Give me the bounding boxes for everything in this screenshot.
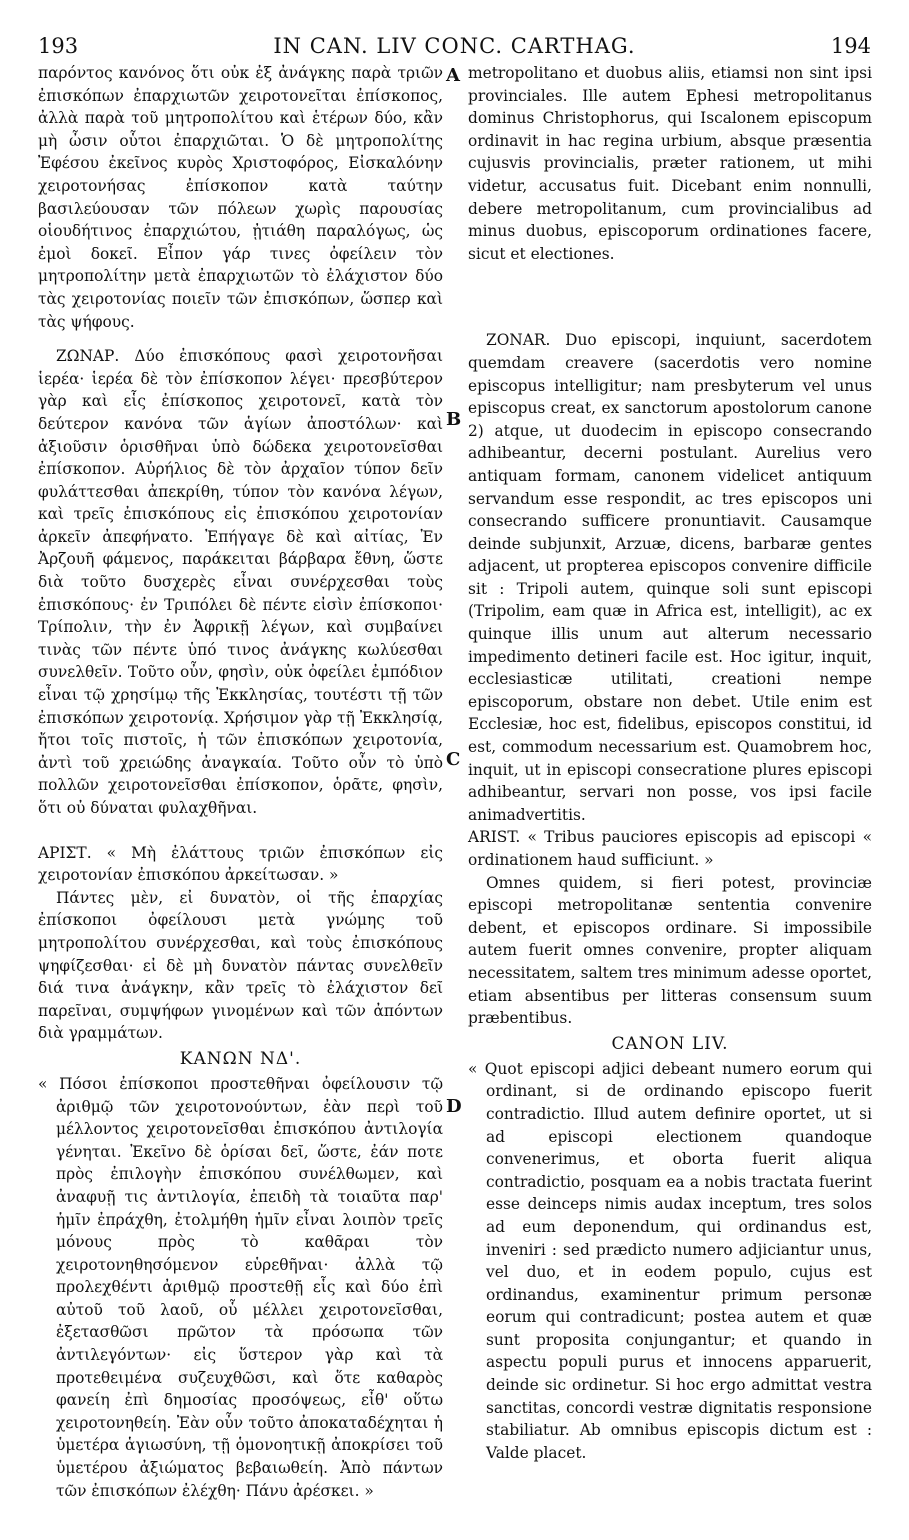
latin-aristenus-rule-text: « Tribus pauciores episcopis ad episcopi « ordinationem haud sufficiunt. » <box>468 828 872 869</box>
greek-zonaras-label: ΖΩΝΑΡ. <box>56 347 120 366</box>
greek-column <box>38 62 443 1502</box>
right-page-number: 194 <box>830 34 871 58</box>
latin-aristenus-rule <box>468 826 872 871</box>
margin-letter-c: C <box>446 749 461 770</box>
greek-zonaras-text: Δύο ἐπισκόπους φασὶ χειροτονῆσαι ἱερέα· ἱερέα δὲ τὸν ἐπίσκοπον λέγει· πρεσβύτερον γὰρ καὶ εἷς ἐπίσκοπος χειροτονεῖ, κατὰ τὸν δεύτερον κανόνα τῶν ἁγίων ἀποστόλων· καὶ ἀξιοῦσιν ὁρισθῆναι ὑπὸ δώδεκα χειροτονεῖσθαι ἐπίσκοπον. Αὐρήλιος δὲ τὸν ἀρχαῖον τύπον δεῖν φυλάττεσθαι ἀπεκρίθη, τύπον τὸν κανόνα λέγων, καὶ τρεῖς ἐπισκόπους εἰς ἐπισκόπου χειροτονίαν ἀρκεῖν ἀπεφήνατο. Ἐπήγαγε δὲ καὶ αἰτίας, Ἐν Ἀρζουῆ φάμενος, παράκειται βάρβαρα ἔθνη, ὥστε διὰ τοῦτο δυσχερὲς εἶναι συνέρχεσθαι τοὺς ἐπισκόπους· ἐν Τριπόλει δὲ πέντε εἰσὶν ἐπίσκοποι· Τρίπολιν, τὴν ἐν Ἀφρικῇ λέγων, καὶ συμβαίνει τινὰς τῶν πέντε ὑπό τινος ἀνάγκης κωλύεσθαι συνελθεῖν. Τοῦτο οὖν, φησὶν, οὐκ ὀφείλει ἐμπόδιον εἶναι τῷ χρησίμῳ τῆς Ἐκκλησίας, τουτέστι τῇ τῶν ἐπισκόπων χειροτονίᾳ. Χρήσιμον γὰρ τῇ Ἐκκλησίᾳ, ἤτοι τοῖς πιστοῖς, ἡ τῶν ἐπισκόπων χειροτονία, ἀντὶ τοῦ χρειώδης ἀναγκαία. Τοῦτο οὖν τὸ ὑπὸ πολλῶν χειροτονεῖσθαι ἐπίσκοπον, ὁρᾶτε, φησὶν, ὅτι οὐ δύναται φυλαχθῆναι. <box>38 347 443 817</box>
margin-letter-b: B <box>446 409 462 430</box>
greek-aristenus-commentary: Πάντες μὲν, εἰ δυνατὸν, οἱ τῆς ἐπαρχίας ἐπίσκοποι ὀφείλουσι μετὰ γνώμης τοῦ μητροπολίτου συνέρχεσθαι, καὶ τοὺς ἐπισκόπους ψηφίζεσθαι· εἰ δὲ μὴ δυνατὸν πάντας συνελθεῖν διά τινα ἀνάγκην, κἂν τρεῖς τὸ ἐλάχιστον δεῖ παρεῖναι, συμψήφων γινομένων καὶ τῶν ἀπόντων διὰ γραμμάτων. <box>38 888 443 1043</box>
latin-zonaras-paragraph <box>468 329 872 826</box>
latin-column <box>468 62 872 1464</box>
greek-canon-text: « Πόσοι ἐπίσκοποι προστεθῆναι ὀφείλουσιν τῷ ἀριθμῷ τῶν χειροτονούντων, ἐὰν περὶ τοῦ μέλλοντος χειροτονεῖσθαι ἐπισκόπου ἀντιλογία γένηται. Ἐκεῖνο δὲ ὁρίσαι δεῖ, ὥστε, ἐάν ποτε πρὸς ἐπιλογὴν ἐπισκόπου συνέλθωμεν, καὶ ἀναφυῇ τις ἀντιλογία, ἐπειδὴ τὰ τοιαῦτα παρ' ἡμῖν ἐπράχθη, ἐτολμήθη ἡμῖν εἶναι λοιπὸν τρεῖς μόνους πρὸς τὸ καθᾶραι τὸν χειροτονηθησόμενον εὑρεθῆναι· ἀλλὰ τῷ προλεχθέντι ἀριθμῷ προστεθῇ εἷς καὶ δύο ἐπὶ αὐτοῦ τοῦ λαοῦ, οὗ μέλλει χειροτονεῖσθαι, ἐξετασθῶσι πρῶτον τὰ πρόσωπα τῶν ἀντιλεγόντων· εἰς ὕστερον γὰρ καὶ τὰ προτεθειμένα συζευχθῶσι, καὶ ὅτε καθαρὸς φανείη ἐπὶ δημοσίας προσόψεως, εἶθ' οὕτω χειροτονηθείη. Ἐὰν οὖν τοῦτο ἀποκαταδέχηται ἡ ὑμετέρα ἁγιωσύνη, τῇ ὁμονοητικῇ ἀποκρίσει τοῦ ὑμετέρου ἀξιώματος βεβαιωθείη. Ἀπὸ πάντων τῶν ἐπισκόπων ἐλέχθη· Πάνυ ἀρέσκει. » <box>38 1074 443 1500</box>
greek-canon-title: ΚΑΝΩΝ ΝΔ'. <box>179 1048 302 1069</box>
margin-letter-d: D <box>446 1096 462 1117</box>
greek-aristenus-rule <box>38 842 443 887</box>
greek-aristenus-rule-text: « Μὴ ἐλάττους τριῶν ἐπισκόπων εἰς χειροτονίαν ἐπισκόπου ἀρκείτωσαν. » <box>38 843 443 885</box>
margin-letter-a: A <box>446 65 460 86</box>
latin-zonaras-label: ZONAR. <box>486 331 551 350</box>
latin-zonaras-text: Duo episcopi, inquiunt, sacerdotem quemdam creavere (sacerdotis vero nomine episcopus intelligitur; nam presbyterum vel unus episcopus creat, ex sanctorum apostolorum canone 2) atque, ut duodecim in episcopo consecrando adhibeantur, decerni postulant. Aurelius vero antiquam formam, canonem videlicet antiquum servandum esse respondit, ac tres episcopos uni consecrando sufficere pronuntiavit. Causamque deinde subjunxit, Arzuæ, dicens, barbaræ gentes adjacent, ut propterea episcopos convenire difficile sit : Tripoli autem, quinque soli sunt episcopi (Tripolim, eam quæ in Africa est, intelligit), ac ex quinque illis unum aut alterum necessario impedimento detineri facile est. Hoc igitur, inquit, ecclesiasticæ utilitati, creationi nempe episcoporum, obstare non debet. Utile enim est Ecclesiæ, hoc est, fidelibus, episcopos constitui, id est, commodum necessarium est. Quamobrem hoc, inquit, ut in episcopi consecratione plures episcopi adhibeantur, servari non posse, vos ipsi facile animadvertitis. <box>468 331 872 824</box>
latin-aristenus-label: ARIST. <box>468 828 521 847</box>
greek-zonaras-paragraph <box>38 345 443 819</box>
latin-intro-paragraph: metropolitano et duobus aliis, etiamsi non sint ipsi provinciales. Ille autem Ephesi metropolitanus dominus Christophorus, qui Iscalonem episcopum ordinavit in hac regina urbium, absque præsentia cujusvis provincialis, præter rationem, ut mihi videtur, accusatus fuit. Dicebant enim nonnulli, debere metropolitanum, cum provincialibus ad minus duobus, episcoporum ordinationes facere, sicut et electiones. <box>468 64 872 263</box>
latin-aristenus-commentary: Omnes quidem, si fieri potest, provinciæ episcopi metropolitanæ sententia convenire debent, et episcopos ordinare. Si impossibile autem fuerit omnes convenire, propter aliquam necessitatem, saltem tres minimum adesse oportet, etiam absentibus per litteras consensum suum præbentibus. <box>468 873 872 1028</box>
greek-aristenus-label: ΑΡΙΣΤ. <box>38 843 92 862</box>
greek-intro-paragraph: παρόντος κανόνος ὅτι οὐκ ἐξ ἀνάγκης παρὰ τριῶν ἐπισκόπων ἐπαρχιωτῶν χειροτονεῖται ἐπίσκοπος, ἀλλὰ παρὰ τοῦ μητροπολίτου καὶ ἑτέρων δύο, κἂν μὴ ὦσιν οὗτοι ἐπαρχιῶται. Ὁ δὲ μητροπολίτης Ἐφέσου ἐκεῖνος κυρὸς Χριστοφόρος, Εἰσκαλόνην χειροτονήσας ἐπίσκοπον κατὰ ταύτην βασιλεύουσαν τῶν πόλεων χωρὶς παρουσίας οἱουδήτινος ἐπαρχιώτου, ᾐτιάθη παραλόγως, ὡς ἐμοὶ δοκεῖ. Εἶπον γάρ τινες ὀφείλειν τὸν μητροπολίτην μετὰ ἐπαρχιωτῶν τὸ ἐλάχιστον δύο τὰς χειροτονίας ποιεῖν τῶν ἐπισκόπων, ὥσπερ καὶ τὰς ψήφους. <box>38 64 443 331</box>
left-page-number: 193 <box>38 34 79 58</box>
latin-canon-text: « Quot episcopi adjici debeant numero eorum qui ordinant, si de ordinando episcopo fuerit contradictio. Illud autem definire oportet, ut si ad episcopi electionem quandoque convenerimus, et oborta fuerit aliqua contradictio, posquam ea a nobis tractata fuerint esse deinceps nimis audax inceptum, tres solos ad eum deponendum, qui ordinandus est, inveniri : sed prædicto numero adjiciantur unus, vel duo, et in eodem populo, cujus est ordinandus, examinentur primum personæ eorum qui contradicunt; postea autem et quæ sunt proposita conjungantur; et quando in aspectu populi purus et innocens apparuerit, deinde sic ordinetur. Si hoc ergo admittat vestra sanctitas, concordi vestræ dignitatis responsione stabiliatur. Ab omnibus episcopis dictum est : Valde placet. <box>468 1059 872 1462</box>
latin-canon-title: CANON LIV. <box>611 1033 729 1054</box>
running-title: IN CAN. LIV CONC. CARTHAG. <box>273 34 636 58</box>
